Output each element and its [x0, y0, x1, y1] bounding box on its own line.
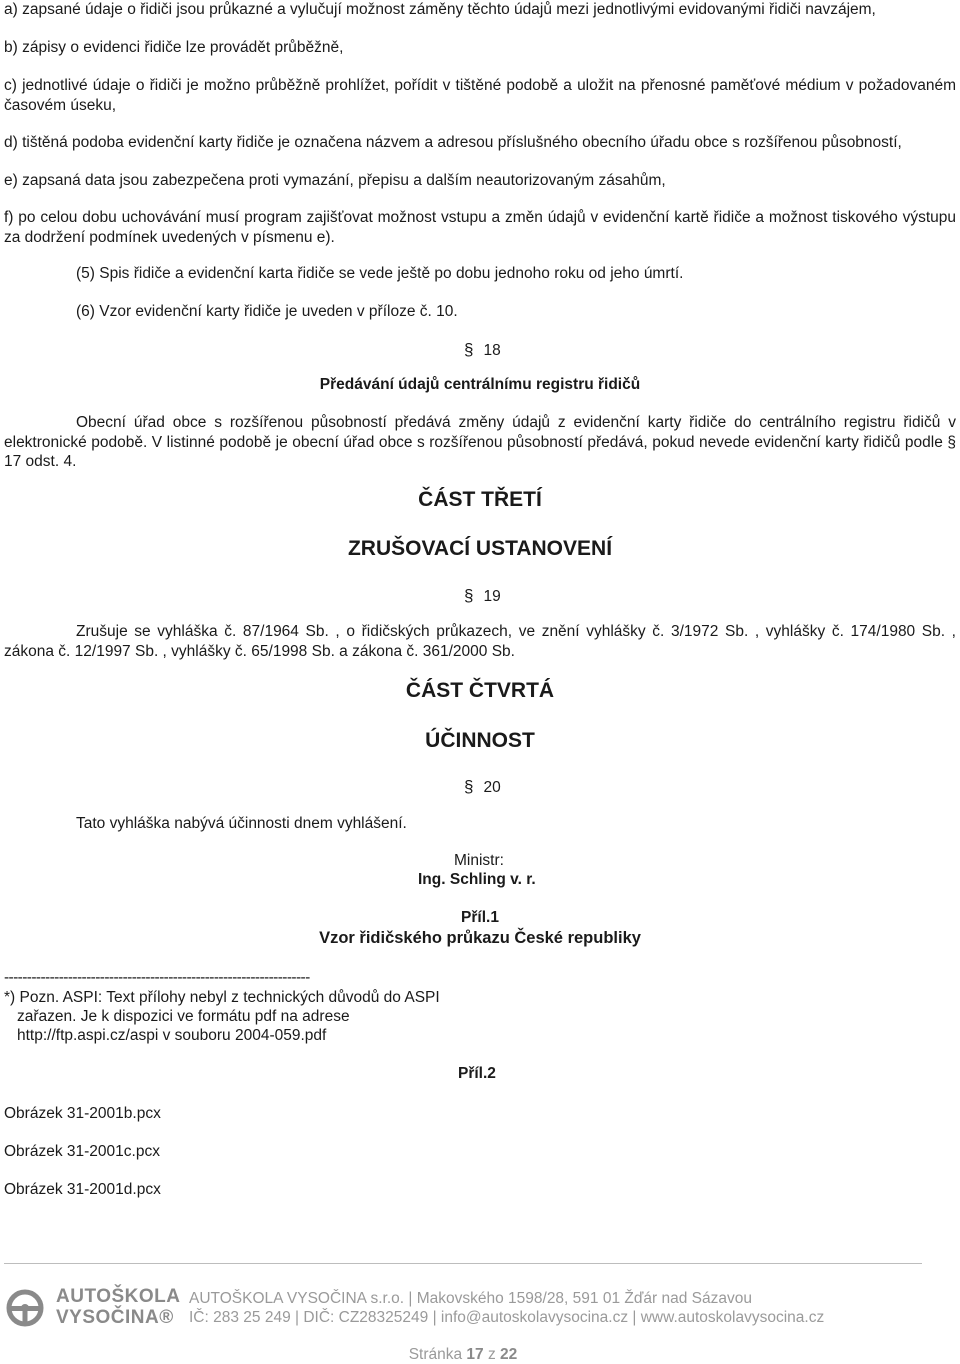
- page-label: Stránka: [408, 1346, 463, 1363]
- image-reference-c: Obrázek 31-2001c.pcx: [4, 1143, 160, 1160]
- annex-1-title: Vzor řidičského průkazu České republiky: [319, 929, 641, 947]
- part-4-subtitle: ÚČINNOST: [425, 729, 535, 752]
- footnote-line-1: *) Pozn. ASPI: Text přílohy nebyl z technických důvodů do ASPI: [4, 989, 440, 1006]
- footer-company: AUTOŠKOLA VYSOČINA s.r.o. | Makovského 1598/28, 591 01 Žďár nad Sázavou: [189, 1290, 752, 1307]
- annex-2-label: Příl.2: [458, 1065, 496, 1082]
- section-20-heading: [464, 777, 501, 797]
- section-sign: §: [464, 586, 474, 605]
- list-item-f: f) po celou dobu uchovávání musí program zajišťovat možnost vstupu a změn údajů v evidenční kartě řidiče a možnost tiskového výstupu za dodržení podmínek uvedených v písmenu e).: [4, 209, 956, 246]
- section-sign: §: [464, 340, 474, 359]
- page-current: 17: [466, 1346, 484, 1363]
- image-reference-b: Obrázek 31-2001b.pcx: [4, 1105, 161, 1122]
- list-item-b: b) zápisy o evidenci řidiče lze provádět průběžně,: [4, 39, 344, 56]
- list-item-e: e) zapsaná data jsou zabezpečena proti vymazání, přepisu a dalším neautorizovaným zásahům,: [4, 172, 666, 189]
- list-item-a: a) zapsané údaje o řidiči jsou průkazné a vylučují možnost záměny těchto údajů mezi jednotlivými evidovanými řidiči navzájem,: [4, 1, 876, 18]
- section-18-title: Předávání údajů centrálnímu registru řidičů: [319, 376, 641, 393]
- paragraph-6: (6) Vzor evidenční karty řidiče je uveden v příloze č. 10.: [76, 303, 458, 320]
- part-3-subtitle: ZRUŠOVACÍ USTANOVENÍ: [347, 537, 613, 560]
- logo-text-line-1: AUTOŠKOLA: [56, 1286, 181, 1307]
- section-20-text: Tato vyhláška nabývá účinnosti dnem vyhlášení.: [76, 815, 407, 832]
- image-reference-d: Obrázek 31-2001d.pcx: [4, 1181, 161, 1198]
- part-4-title: ČÁST ČTVRTÁ: [405, 679, 555, 702]
- section-sign: §: [464, 777, 474, 796]
- part-3-title: ČÁST TŘETÍ: [418, 488, 542, 511]
- section-19-heading: [464, 586, 501, 606]
- footnote-line-3: http://ftp.aspi.cz/aspi v souboru 2004-059.pdf: [17, 1027, 327, 1044]
- footnote-separator: -------------------------------------------------------------------: [4, 969, 310, 986]
- company-logo: [6, 1285, 181, 1331]
- footer-divider: [4, 1263, 922, 1264]
- page-total: 22: [500, 1346, 518, 1363]
- footer-contact: IČ: 283 25 249 | DIČ: CZ28325249 | info@autoskolavysocina.cz | www.autoskolavysocina.cz: [189, 1309, 825, 1326]
- page-number: [0, 1346, 926, 1364]
- list-item-d: d) tištěná podoba evidenční karty řidiče je označena názvem a adresou příslušného obecního úřadu obce s rozšířenou působností,: [4, 134, 902, 151]
- list-item-c: c) jednotlivé údaje o řidiči je možno průběžně prohlížet, pořídit v tištěné podobě a uložit na přenosné paměťové médium v požadovaném časovém úseku,: [4, 77, 956, 114]
- signature-name: Ing. Schling v. r.: [418, 871, 536, 888]
- signature-role: Ministr:: [454, 852, 504, 869]
- footnote-line-2: zařazen. Je k dispozici ve formátu pdf na adrese: [17, 1008, 350, 1025]
- paragraph-5: (5) Spis řidiče a evidenční karta řidiče se vede ještě po dobu jednoho roku od jeho úmrtí.: [76, 265, 684, 282]
- section-18-heading: [464, 340, 501, 360]
- section-number: 19: [483, 588, 501, 605]
- page-separator: z: [487, 1346, 496, 1363]
- logo-text-line-2: VYSOČINA®: [56, 1307, 174, 1328]
- annex-1-label: Příl.1: [461, 909, 499, 926]
- section-19-text: Zrušuje se vyhláška č. 87/1964 Sb. , o řidičských průkazech, ve znění vyhlášky č. 3/1972 Sb. , vyhlášky č. 174/1980 Sb. , zákona č. 12/1997 Sb. , vyhlášky č. 65/1998 Sb. a zákona č. 361/2000 Sb.: [4, 623, 956, 660]
- section-number: 20: [483, 779, 501, 796]
- section-number: 18: [483, 342, 501, 359]
- steering-wheel-icon: [6, 1289, 48, 1327]
- section-18-text: Obecní úřad obce s rozšířenou působností předává změny údajů z evidenční karty řidiče do centrálního registru řidičů v elektronické podobě. V listinné podobě je obecní úřad obce s rozšířenou působností předává, pokud nevede evidenční karty řidičů podle § 17 odst. 4.: [4, 414, 956, 470]
